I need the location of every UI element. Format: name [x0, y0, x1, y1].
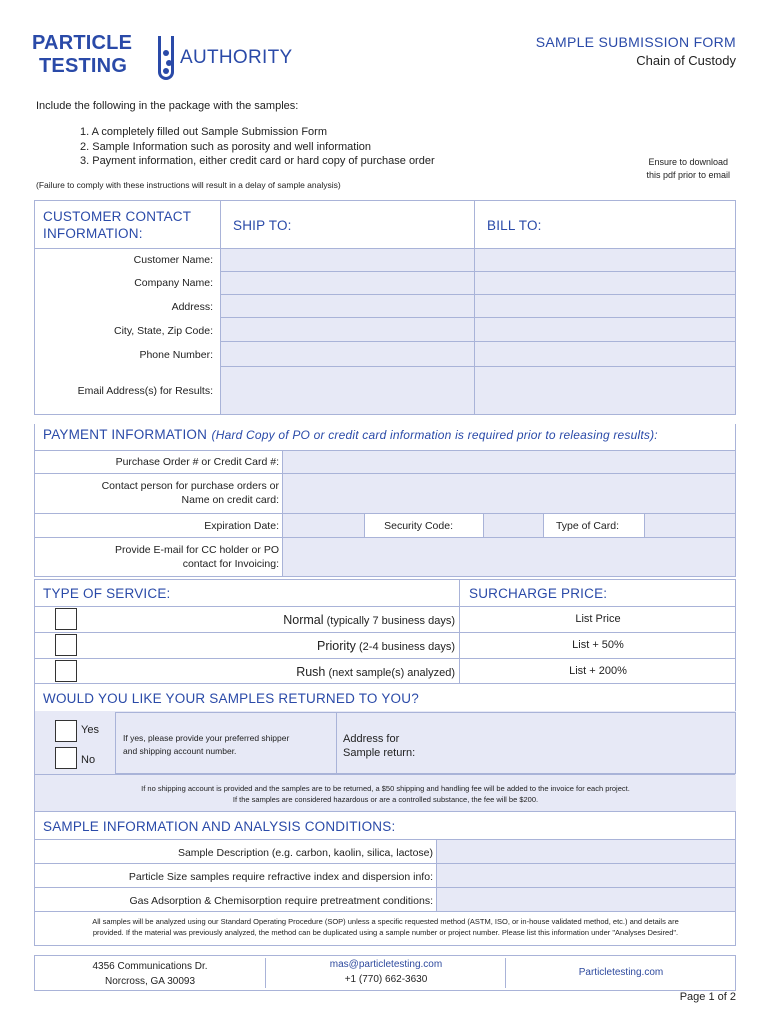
bill-to-header: BILL TO: [487, 218, 542, 233]
sample-info-title: SAMPLE INFORMATION AND ANALYSIS CONDITIONS: [43, 819, 396, 834]
shipping-fee-note [35, 783, 736, 805]
ship-to-header: SHIP TO: [233, 218, 292, 233]
normal-service-checkbox[interactable] [55, 608, 77, 630]
ship-phone-field[interactable] [220, 341, 475, 367]
payment-section [34, 424, 736, 577]
logo-word-authority: AUTHORITY [180, 47, 293, 68]
invoice-email-field[interactable] [282, 537, 736, 577]
sample-info-section [34, 812, 736, 946]
ship-email-field[interactable] [220, 366, 475, 415]
invoice-email-label-line: Provide E-mail for CC holder or PO [115, 544, 279, 556]
footer-phone: +1 (770) 662-3630 [344, 974, 428, 985]
footer-contact [266, 957, 506, 987]
surcharge-title: SURCHARGE PRICE: [469, 586, 608, 601]
contact-person-label-line: Name on credit card: [181, 494, 279, 506]
return-yes-checkbox[interactable] [55, 720, 77, 742]
shipper-note-line: and shipping account number. [123, 746, 237, 756]
return-section [34, 684, 736, 812]
service-name: Priority [317, 639, 356, 653]
download-note-line: this pdf prior to email [646, 170, 730, 180]
bill-phone-field[interactable] [474, 341, 736, 367]
customer-name-label: Customer Name: [133, 254, 213, 266]
expiration-date-label: Expiration Date: [204, 520, 279, 532]
rush-service-label [296, 665, 455, 680]
download-note [646, 156, 730, 182]
sop-note-line: provided. If the material was previously analyzed, the method can be duplicated using a sample number or project number. Please list this information under "Analyses Desired". [92, 928, 679, 937]
form-subtitle: Chain of Custody [636, 53, 736, 68]
contact-person-field[interactable] [282, 473, 736, 514]
list-item: 1. A completely filled out Sample Submission Form [80, 126, 328, 138]
contact-section-title [43, 208, 191, 242]
shipper-note-line: If yes, please provide your preferred shipper [123, 733, 290, 743]
rush-service-checkbox[interactable] [55, 660, 77, 682]
service-detail: (typically 7 business days) [326, 615, 455, 627]
contact-person-label-line: Contact person for purchase orders or [101, 480, 279, 492]
sample-description-label: Sample Description (e.g. carbon, kaolin, silica, lactose) [177, 847, 433, 859]
rush-price: List + 200% [569, 665, 627, 677]
contact-footer [34, 955, 736, 991]
customer-contact-section [34, 200, 736, 415]
priority-service-label [317, 639, 455, 654]
company-logo [32, 30, 293, 86]
sop-note [35, 916, 736, 938]
list-item: 3. Payment information, either credit card or hard copy of purchase order [80, 155, 435, 167]
pretreatment-label: Gas Adsorption & Chemisorption require pretreatment conditions: [129, 895, 433, 907]
footer-address [35, 959, 265, 989]
invoice-email-label-line: contact for Invoicing: [182, 558, 279, 570]
logo-word-testing: TESTING [39, 55, 128, 77]
bill-city-state-zip-field[interactable] [474, 317, 736, 342]
form-header [536, 34, 736, 68]
form-title: SAMPLE SUBMISSION FORM [535, 34, 736, 50]
failure-note: (Failure to comply with these instructions will result in a delay of sample analysis) [36, 180, 341, 190]
ship-customer-name-field[interactable] [220, 248, 475, 272]
address-label: Address: [171, 301, 213, 313]
ship-city-state-zip-field[interactable] [220, 317, 475, 342]
list-item: 2. Sample Information such as porosity and well information [80, 140, 372, 153]
priority-service-checkbox[interactable] [55, 634, 77, 656]
card-type-label: Type of Card: [555, 520, 619, 532]
service-section [34, 579, 736, 684]
sop-note-line: All samples will be analyzed using our Standard Operating Procedure (SOP) unless a specific requested method (ASTM, ISO, or in-house validated method, etc.) and details are [92, 917, 679, 926]
download-note-line: Ensure to download [648, 157, 728, 167]
service-title: TYPE OF SERVICE: [43, 586, 171, 601]
contact-person-label [102, 479, 279, 507]
return-address-label-line: Sample return: [343, 747, 416, 759]
email-results-label: Email Address(s) for Results: [77, 385, 213, 397]
bill-address-field[interactable] [474, 294, 736, 318]
security-code-field[interactable] [483, 513, 544, 538]
footer-address-line: Norcross, GA 30093 [104, 976, 196, 987]
return-yes-label: Yes [81, 724, 99, 736]
service-detail: (next sample(s) analyzed) [328, 667, 455, 679]
service-name: Rush [296, 665, 326, 679]
footer-address-line: 4356 Communications Dr. [92, 961, 208, 972]
normal-price: List Price [575, 613, 621, 625]
payment-subtitle: (Hard Copy of PO or credit card information is required prior to releasing results): [211, 428, 658, 442]
payment-section-title [43, 426, 658, 444]
phone-number-label: Phone Number: [139, 349, 213, 361]
bill-customer-name-field[interactable] [474, 248, 736, 272]
test-tube-icon [158, 36, 174, 80]
city-state-zip-label: City, State, Zip Code: [113, 325, 213, 337]
service-detail: (2-4 business days) [359, 641, 455, 653]
sample-description-field[interactable] [436, 839, 736, 864]
contact-title-line: INFORMATION: [43, 226, 143, 241]
service-name: Normal [283, 613, 324, 627]
logo-word-particle: PARTICLE [32, 32, 133, 54]
po-or-card-label: Purchase Order # or Credit Card #: [115, 456, 279, 468]
ship-company-name-field[interactable] [220, 271, 475, 295]
invoice-email-label [115, 543, 279, 571]
return-title: WOULD YOU LIKE YOUR SAMPLES RETURNED TO YOU? [43, 691, 419, 706]
expiration-date-field[interactable] [282, 513, 365, 538]
bill-email-field[interactable] [474, 366, 736, 415]
footer-website-link[interactable]: Particletesting.com [578, 967, 664, 978]
card-type-field[interactable] [644, 513, 736, 538]
security-code-label: Security Code: [384, 520, 453, 532]
shipper-note [123, 732, 289, 758]
pretreatment-conditions-field[interactable] [436, 887, 736, 912]
return-no-label: No [81, 754, 96, 766]
po-or-card-number-field[interactable] [282, 450, 736, 474]
instructions-intro: Include the following in the package with the samples: [36, 100, 299, 112]
bill-company-name-field[interactable] [474, 271, 736, 295]
ship-address-field[interactable] [220, 294, 475, 318]
normal-service-label [283, 613, 455, 628]
page-number: Page 1 of 2 [679, 991, 736, 1003]
return-address-label-line: Address for [343, 733, 400, 745]
contact-title-line: CUSTOMER CONTACT [43, 209, 192, 224]
payment-title: PAYMENT INFORMATION [43, 427, 208, 442]
shipping-fee-note-line: If no shipping account is provided and the samples are to be returned, a $50 shipping and handling fee will be added to the invoice for each project. [141, 784, 630, 793]
return-no-checkbox[interactable] [55, 747, 77, 769]
instructions-list [80, 125, 435, 169]
refractive-index-field[interactable] [436, 863, 736, 888]
footer-email-link[interactable]: mas@particletesting.com [329, 959, 443, 970]
shipping-fee-note-line: If the samples are considered hazardous or are a controlled substance, the fee will be $200. [232, 795, 539, 804]
company-name-label: Company Name: [134, 277, 213, 289]
return-address-label [343, 732, 415, 760]
refractive-index-label: Particle Size samples require refractive index and dispersion info: [128, 871, 433, 883]
priority-price: List + 50% [572, 639, 624, 651]
